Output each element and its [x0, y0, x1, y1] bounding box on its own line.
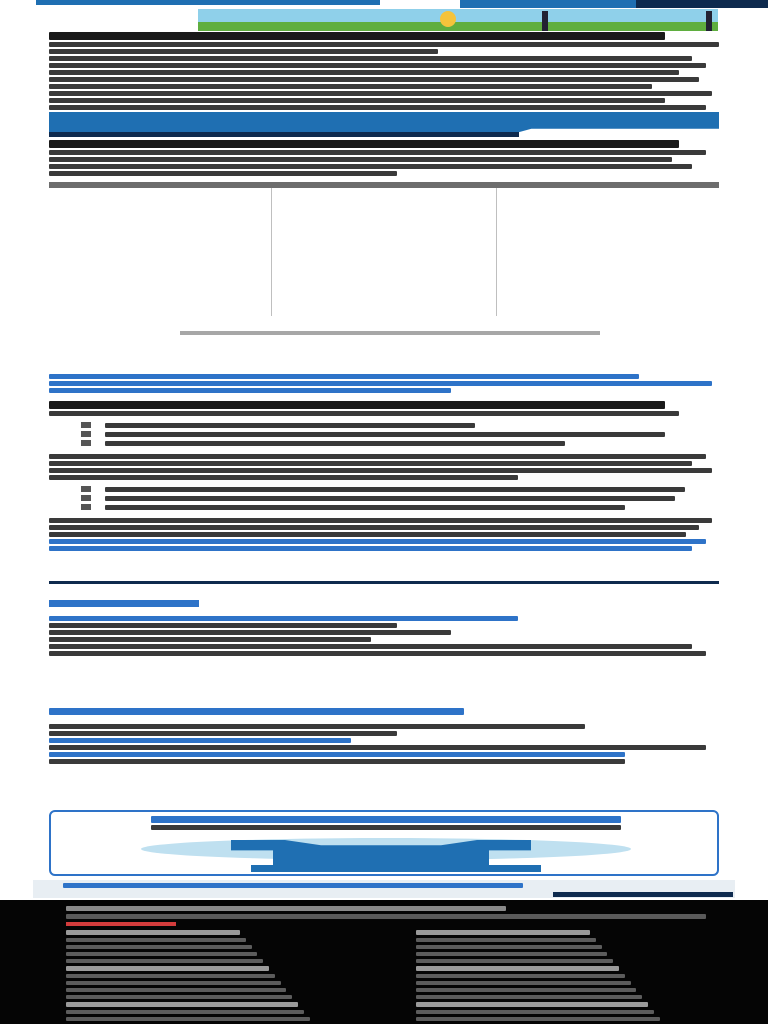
footer-link[interactable] — [66, 952, 257, 956]
footer-link[interactable] — [416, 966, 619, 971]
table-cell — [49, 292, 272, 300]
table-row — [49, 220, 719, 228]
table-cell — [272, 212, 497, 220]
table-cell — [272, 268, 497, 276]
text-line — [49, 539, 706, 544]
list-item-text — [105, 496, 675, 501]
list-item — [81, 440, 719, 446]
also-enjoy-list — [49, 724, 719, 764]
table-cell — [272, 308, 497, 316]
text-line — [49, 454, 706, 459]
section-1-text — [49, 140, 719, 176]
table-row — [49, 212, 719, 220]
footer-link[interactable] — [416, 1017, 660, 1021]
table-row — [49, 300, 719, 308]
list-item — [81, 422, 719, 428]
table-cell — [496, 300, 719, 308]
list-item[interactable] — [49, 731, 397, 736]
table-cell — [272, 204, 497, 212]
table-cell — [496, 212, 719, 220]
text-line — [49, 374, 639, 379]
list-item — [81, 431, 719, 437]
also-enjoy-label — [49, 708, 464, 715]
bullet-list-a — [81, 422, 719, 446]
footer-link[interactable] — [416, 1010, 654, 1014]
table-cell — [496, 220, 719, 228]
footer-site-name — [66, 906, 506, 911]
text-line — [49, 150, 706, 155]
text-line — [49, 518, 712, 523]
table-cell — [49, 308, 272, 316]
text-line — [49, 475, 518, 480]
table-row — [49, 292, 719, 300]
paragraph-3 — [49, 454, 719, 480]
text-line — [49, 70, 679, 75]
table-cell — [496, 196, 719, 204]
footer-link[interactable] — [66, 1010, 304, 1014]
explore-store-button[interactable] — [251, 865, 541, 872]
text-line — [49, 84, 652, 89]
also-enjoy-heading — [49, 708, 719, 715]
newsletter-strip — [33, 880, 735, 898]
table-cell — [496, 228, 719, 236]
list-item — [81, 495, 719, 501]
list-item[interactable] — [49, 724, 585, 729]
footer-col-left — [66, 930, 356, 1024]
section-2 — [49, 401, 719, 416]
table-cell — [49, 196, 272, 204]
footer-link[interactable] — [416, 1002, 648, 1007]
table-cell — [496, 292, 719, 300]
table-cell — [272, 260, 497, 268]
table-cell — [49, 188, 272, 196]
footer-link[interactable] — [416, 952, 607, 956]
list-item[interactable] — [49, 759, 625, 764]
footer-link[interactable] — [416, 930, 590, 935]
list-item[interactable] — [49, 630, 451, 635]
footer-link[interactable] — [66, 981, 281, 985]
text-line — [49, 49, 438, 54]
text-line — [49, 171, 397, 176]
table-cell — [496, 276, 719, 284]
list-item[interactable] — [49, 651, 706, 656]
table-row — [49, 236, 719, 244]
list-item[interactable] — [49, 623, 397, 628]
list-item-text — [105, 423, 475, 428]
bullet-icon — [81, 422, 91, 428]
hero-ground — [198, 22, 718, 31]
table-cell — [272, 228, 497, 236]
bullet-icon — [81, 431, 91, 437]
table-cell — [49, 228, 272, 236]
text-line — [49, 401, 665, 409]
list-item[interactable] — [49, 745, 706, 750]
table-cell — [496, 204, 719, 212]
footer-tagline — [66, 914, 706, 919]
table-cell — [272, 276, 497, 284]
footer-link[interactable] — [66, 1017, 310, 1021]
text-line — [49, 461, 692, 466]
related-list — [49, 616, 719, 656]
store-promo-card[interactable] — [49, 810, 719, 876]
text-line — [49, 56, 692, 61]
hero-image — [198, 9, 718, 31]
list-item-text — [105, 487, 685, 492]
text-line — [49, 381, 712, 386]
table-cell — [49, 300, 272, 308]
footer-link[interactable] — [66, 974, 275, 978]
list-item[interactable] — [49, 644, 692, 649]
footer-accent — [66, 922, 176, 926]
footer-link[interactable] — [66, 1002, 298, 1007]
footer-link[interactable] — [416, 938, 596, 942]
search-button[interactable] — [636, 0, 768, 8]
table-cell — [496, 284, 719, 292]
table-cell — [49, 212, 272, 220]
top-navigation — [0, 0, 768, 8]
table-cell — [272, 220, 497, 228]
table-row — [49, 268, 719, 276]
table-footer-note — [180, 331, 600, 335]
table-cell — [272, 300, 497, 308]
article-body — [49, 374, 719, 551]
table-row — [49, 252, 719, 260]
table-cell — [496, 188, 719, 196]
text-line — [49, 546, 692, 551]
table-row — [49, 204, 719, 212]
list-item[interactable] — [49, 616, 518, 621]
list-item[interactable] — [49, 752, 625, 757]
hero-pillar-left — [542, 11, 548, 31]
bullet-icon — [81, 495, 91, 501]
text-line — [49, 77, 699, 82]
table-cell — [272, 188, 497, 196]
table-cell — [49, 244, 272, 252]
text-line — [49, 42, 719, 47]
text-line — [49, 468, 712, 473]
table-cell — [496, 244, 719, 252]
text-line — [49, 91, 712, 96]
table-cell — [496, 260, 719, 268]
footer-columns — [66, 930, 706, 1024]
text-line — [49, 388, 451, 393]
list-item[interactable] — [49, 637, 371, 642]
logo-icon — [36, 0, 380, 5]
newsletter-text — [63, 883, 523, 888]
store-promo-heading — [151, 816, 621, 830]
bullet-icon — [81, 486, 91, 492]
table-row — [49, 260, 719, 268]
table-cell — [272, 236, 497, 244]
bullet-list-b — [81, 486, 719, 510]
list-item-text — [105, 441, 565, 446]
text-line — [49, 411, 679, 416]
related-heading — [49, 600, 199, 607]
table-row — [49, 196, 719, 204]
article-intro — [49, 32, 719, 110]
table-body — [49, 188, 719, 316]
list-item-text — [105, 505, 625, 510]
table-cell — [49, 260, 272, 268]
section-1 — [49, 140, 719, 176]
text-line — [49, 140, 679, 148]
footer-brand — [66, 906, 706, 926]
table-cell — [496, 308, 719, 316]
watch-video-button[interactable] — [49, 132, 519, 137]
table-cell — [272, 196, 497, 204]
menu-button[interactable] — [460, 0, 636, 8]
table-cell — [49, 236, 272, 244]
link-paragraph[interactable] — [49, 374, 719, 393]
comments-bar[interactable] — [49, 581, 719, 584]
table-row — [49, 244, 719, 252]
list-item-text — [105, 432, 665, 437]
footer-link[interactable] — [416, 959, 613, 963]
table-cell — [272, 292, 497, 300]
footer-link[interactable] — [416, 945, 602, 949]
table-row — [49, 228, 719, 236]
footer-link[interactable] — [66, 945, 252, 949]
article-header — [49, 32, 719, 110]
bullet-icon — [81, 440, 91, 446]
list-item — [81, 504, 719, 510]
paragraph-4 — [49, 518, 719, 551]
table-cell — [272, 244, 497, 252]
table-row — [49, 308, 719, 316]
footer-link[interactable] — [66, 959, 263, 963]
text-line — [49, 63, 706, 68]
species-table — [49, 182, 719, 316]
hero-pillar-right — [706, 11, 712, 31]
footer-link[interactable] — [66, 966, 269, 971]
store-promo-title — [151, 816, 621, 823]
footer-link[interactable] — [66, 930, 240, 935]
table-cell — [272, 284, 497, 292]
table-cell — [496, 252, 719, 260]
footer-link[interactable] — [66, 938, 246, 942]
footer-link[interactable] — [416, 995, 642, 999]
table-cell — [496, 236, 719, 244]
table-row — [49, 276, 719, 284]
text-line — [49, 525, 699, 530]
footer-link[interactable] — [66, 988, 286, 992]
list-item — [81, 486, 719, 492]
text-line — [49, 32, 665, 40]
table-cell — [49, 220, 272, 228]
table-cell — [49, 284, 272, 292]
table-cell — [49, 252, 272, 260]
footer-col-right — [416, 930, 706, 1024]
table-cell — [496, 268, 719, 276]
footer-link[interactable] — [66, 995, 292, 999]
text-line — [49, 98, 665, 103]
bullet-icon — [81, 504, 91, 510]
footer-link[interactable] — [416, 974, 625, 978]
store-promo-subtitle — [151, 825, 621, 830]
footer-link[interactable] — [416, 981, 631, 985]
hero-sun — [440, 11, 456, 27]
footer-link[interactable] — [416, 988, 636, 992]
table-cell — [272, 252, 497, 260]
table-row — [49, 188, 719, 196]
text-line — [49, 532, 686, 537]
table-cell — [49, 276, 272, 284]
table-cell — [49, 204, 272, 212]
table-row — [49, 284, 719, 292]
text-line — [49, 157, 672, 162]
list-item[interactable] — [49, 738, 351, 743]
site-footer — [0, 900, 768, 1024]
table-cell — [49, 268, 272, 276]
text-line — [49, 164, 692, 169]
site-logo[interactable] — [0, 0, 460, 8]
newsletter-button[interactable] — [553, 892, 733, 897]
text-line — [49, 105, 706, 110]
